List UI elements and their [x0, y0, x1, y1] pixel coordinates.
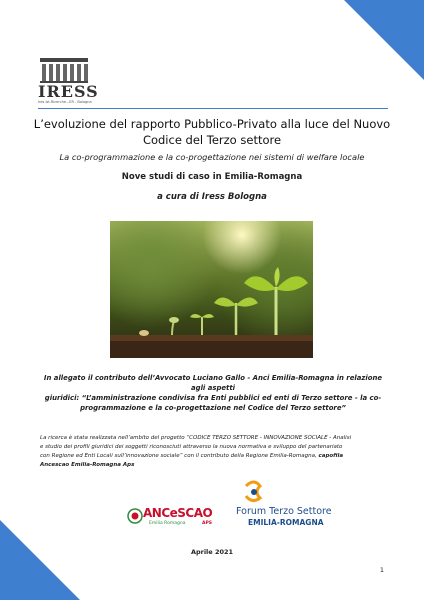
research-line-1: La ricerca è stata realizzata nell’ambito del progetto “CODICE TERZO SETTORE - INNOVAZIONE SOCIALE - Analisi [40, 435, 352, 441]
title-line-2: Codice del Terzo settore [142, 133, 282, 147]
research-line-3 [40, 452, 390, 461]
title-line-1: L’evoluzione del rapporto Pubblico-Privato alla luce del Nuovo [33, 117, 391, 131]
curator-line: a cura di Iress Bologna [157, 192, 267, 202]
attachment-note [40, 373, 386, 413]
research-note [40, 434, 390, 470]
research-line-3-text: con Regione ed Enti Locali sull’innovazione sociale” con il contributo della Regione Emilia-Romagna, [40, 453, 317, 459]
ancescao-sub: Emilia Romagna [149, 521, 186, 526]
attachment-line-1: In allegato il contributo dell’Avvocato Luciano Gallo - Anci Emilia-Romagna in relazione agli aspetti [43, 374, 383, 392]
research-line-2: e studio dei profili giuridici dei soggetti riconosciuti attraverso la nuova normativa e sviluppo del partenariato [40, 444, 343, 450]
ancescao-aps: APS [202, 521, 213, 526]
forum-word: Forum Terzo Settore [236, 506, 332, 517]
research-line-4: Ancescao Emilia-Romagna Aps [40, 462, 135, 468]
document-title [30, 116, 394, 148]
ancescao-logo [127, 506, 221, 528]
top-rule [38, 108, 388, 109]
attachment-line-2: giuridici: “L’amministrazione condivisa fra Enti pubblici ed enti di Terzo settore - la co- [44, 394, 382, 402]
forum-emblem-icon [242, 480, 266, 504]
forum-sub: EMILIA-ROMAGNA [248, 518, 324, 527]
page-number: 1 [379, 566, 384, 574]
corner-triangle-bottom-left [0, 520, 80, 600]
iress-logo [38, 54, 99, 104]
iress-logo-sub: Ires Ist.Ricerche...ER - Bologna [38, 100, 92, 104]
iress-building-icon [38, 54, 90, 84]
plants-photo [110, 221, 313, 358]
forum-terzo-settore-logo [236, 480, 332, 527]
document-subtitle: La co-programmazione e la co-progettazione nei sistemi di welfare locale [59, 152, 365, 162]
research-line-3-bold: capofila [318, 453, 344, 459]
attachment-line-3: programmazione e la co-progettazione nel Codice del Terzo settore” [80, 404, 346, 412]
ancescao-emblem-icon [127, 508, 143, 524]
iress-logo-word: IRESS [38, 82, 99, 101]
corner-triangle-top-right [344, 0, 424, 80]
publication-date: Aprile 2021 [190, 548, 234, 556]
ancescao-word: ANCeSCAO [143, 506, 213, 520]
studies-heading: Nove studi di caso in Emilia-Romagna [121, 172, 303, 182]
seedlings-illustration [110, 221, 313, 358]
